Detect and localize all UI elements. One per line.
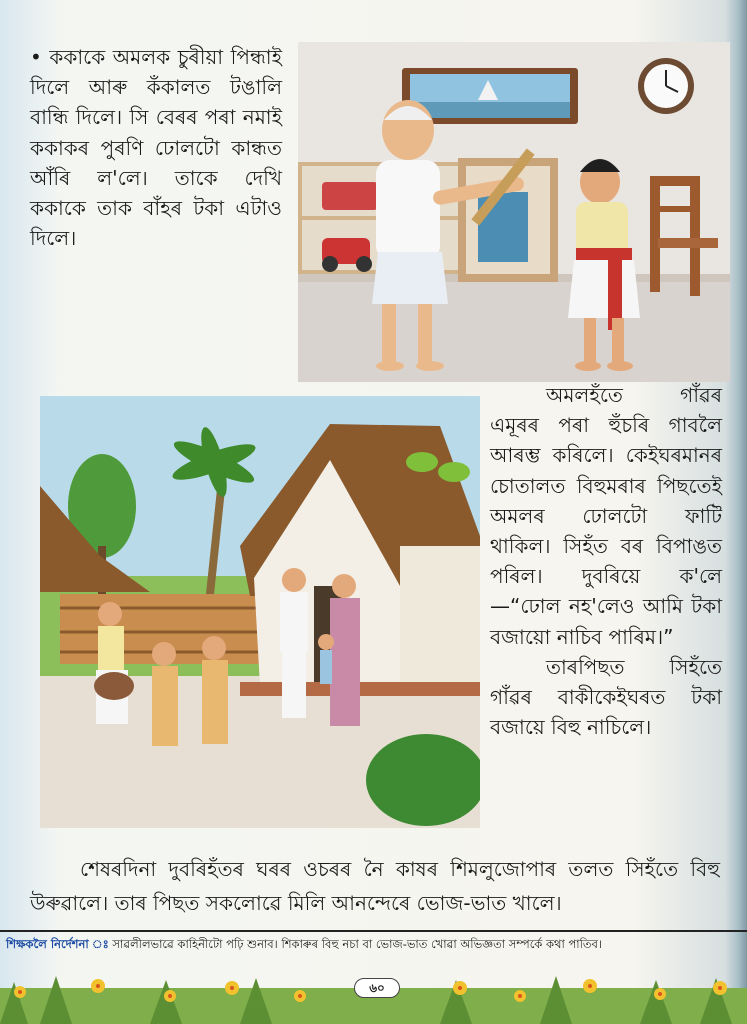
room-scene-image <box>298 42 730 382</box>
illustration-grandfather-and-boy <box>298 42 730 382</box>
teacher-instruction <box>6 936 732 952</box>
story-paragraph-1: • ককাকে অমলক চুৰীয়া পিন্ধাই দিলে আৰু কঁকালত টঙালি বান্ধি দিলে। সি বেৰৰ পৰা নমাই ককাকৰ পুৰণি ঢোলটো কান্ধত আঁৰি ল'লে। তাকে দেখি ককাকে তাক বাঁহৰ টকা এটাও দিলে। <box>30 45 282 251</box>
story-paragraph-2-part-1: অমলহঁতে গাঁৱৰ এমূৰৰ পৰা হুঁচৰি গাবলৈ আৰম্ভ কৰিলে। কেইঘৰমানৰ চোতালত বিহুমৰাৰ পিছতেই অমলৰ ঢোলটো ফাটি থাকিল। সিহঁত বৰ বিপাঙত পৰিল। দুবৰিয়ে ক'লে—“ঢোল নহ'লেও আমি টকা বজায়ো নাচিব পাৰিম।” <box>490 383 722 649</box>
story-paragraph-3: শেষৰদিনা দুবৰিহঁতৰ ঘৰৰ ওচৰৰ নৈ কাষৰ শিমলুজোপাৰ তলত সিহঁতে বিহু উৰুৱালে। তাৰ পিছত সকলোৱে মিলি আনন্দেৰে ভোজ-ভাত খালে। <box>30 857 720 915</box>
footer-divider <box>0 930 747 932</box>
teacher-instruction-label: শিক্ষকলৈ নিৰ্দেশনা ঃ <box>6 937 109 951</box>
village-scene-image <box>40 396 480 828</box>
story-paragraph-2-part-2: তাৰপিছত সিহঁতে গাঁৱৰ বাকীকেইঘৰত টকা বজায়ে বিহু নাচিলে। <box>490 654 722 740</box>
teacher-instruction-text: সাৱলীলভাৱে কাহিনীটো পঢ়ি শুনাব। শিকাৰুৰ বিহু নচা বা ভোজ-ভাত খোৱা অভিজ্ঞতা সম্পৰ্কে কথা পাতিব। <box>108 937 603 951</box>
illustration-village-bihu <box>40 396 480 828</box>
page-number: ৬০ <box>354 978 400 998</box>
story-paragraph-2 <box>490 380 722 742</box>
